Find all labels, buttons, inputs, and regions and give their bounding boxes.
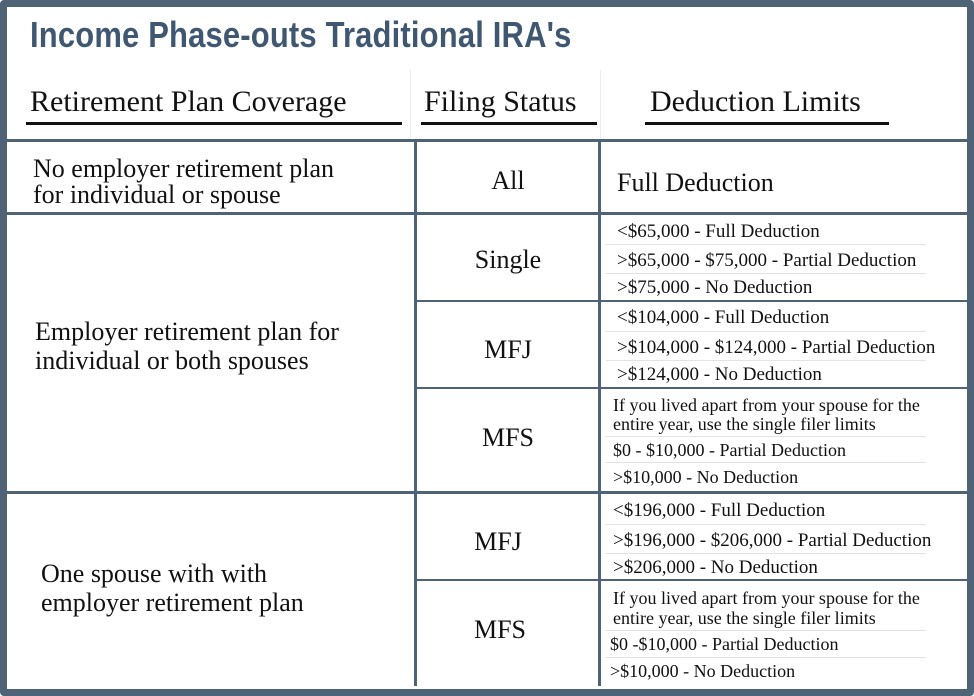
coverage-no-plan-line1: No employer retirement plan [33, 154, 335, 183]
coverage-one-spouse-line2: employer retirement plan [41, 588, 304, 617]
header-guide [410, 70, 411, 138]
limit-line: $0 -$10,000 - Partial Deduction [610, 634, 839, 654]
limit-line: >$10,000 - No Deduction [613, 467, 799, 487]
sub-rule [416, 300, 967, 302]
limit-line: >$124,000 - No Deduction [617, 364, 822, 385]
limit-line: >$196,000 - $206,000 - Partial Deduction [613, 530, 932, 551]
limit-separator [606, 630, 926, 631]
coverage-no-plan-line2: for individual or spouse [33, 180, 281, 209]
limit-separator [606, 331, 926, 332]
header-limits: Deduction Limits [650, 85, 861, 118]
mfs-note-line2: entire year, use the single filer limits [613, 608, 876, 628]
page-title: Income Phase-outs Traditional IRA's [30, 14, 572, 55]
limit-line: >$75,000 - No Deduction [617, 277, 813, 298]
status-mfs: MFS [481, 423, 535, 452]
limit-line: >$206,000 - No Deduction [613, 557, 818, 578]
limit-line: $0 - $10,000 - Partial Deduction [613, 440, 846, 460]
header-guide [600, 70, 601, 138]
status-mfj: MFJ [474, 527, 522, 556]
limit-separator [606, 657, 926, 658]
column-divider-1 [414, 140, 417, 686]
status-mfs: MFS [473, 615, 527, 644]
status-single: Single [474, 245, 542, 274]
sub-rule [416, 387, 967, 389]
limit-line: <$65,000 - Full Deduction [617, 221, 820, 242]
mfs-note-line1: If you lived apart from your spouse for the [613, 588, 920, 608]
limit-separator [606, 524, 926, 525]
status-all: All [491, 166, 525, 195]
coverage-employer-line2: individual or both spouses [35, 346, 309, 375]
limit-separator [606, 273, 926, 274]
limit-separator [606, 436, 926, 437]
mfs-note-line2: entire year, use the single filer limits [613, 414, 876, 434]
limit-line: >$104,000 - $124,000 - Partial Deduction [617, 337, 936, 358]
header-status: Filing Status [424, 85, 577, 118]
limit-separator [606, 553, 926, 554]
limit-line: >$65,000 - $75,000 - Partial Deduction [617, 250, 917, 271]
section-rule [7, 491, 967, 494]
limit-separator [606, 462, 926, 463]
header-bottom-rule [7, 139, 967, 142]
coverage-employer-line1: Employer retirement plan for [35, 317, 339, 346]
column-divider-2 [598, 140, 601, 686]
header-underline [645, 122, 889, 125]
header-coverage: Retirement Plan Coverage [30, 85, 347, 118]
status-mfj: MFJ [484, 335, 532, 364]
limit-line: <$196,000 - Full Deduction [613, 500, 826, 521]
limit-full-deduction: Full Deduction [617, 168, 774, 197]
header-underline [26, 122, 402, 125]
header-underline [421, 122, 597, 125]
limit-line: >$10,000 - No Deduction [610, 661, 796, 681]
limit-separator [606, 244, 926, 245]
section-rule [7, 212, 967, 215]
limit-separator [606, 360, 926, 361]
mfs-note-line1: If you lived apart from your spouse for the [613, 395, 920, 415]
limit-line: <$104,000 - Full Deduction [617, 307, 830, 328]
sub-rule [416, 579, 967, 581]
coverage-one-spouse-line1: One spouse with with [41, 559, 268, 588]
